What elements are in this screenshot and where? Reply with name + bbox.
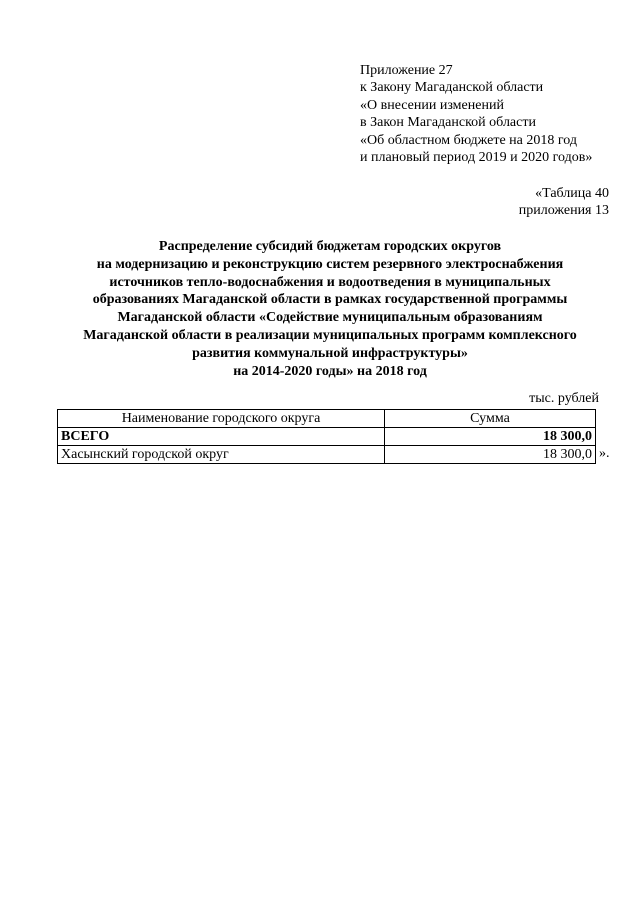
appendix-line: к Закону Магаданской области — [360, 80, 544, 96]
appendix-line: «О внесении изменений — [360, 97, 504, 113]
title-line: источников тепло-водоснабжения и водоотведения в муниципальных — [109, 274, 551, 290]
table-header-row — [58, 410, 596, 428]
table-row — [58, 446, 596, 464]
table-ref-line: «Таблица 40 — [535, 186, 609, 201]
title-line: на модернизацию и реконструкцию систем резервного электроснабжения — [96, 256, 564, 272]
units-label: тыс. рублей — [529, 391, 599, 406]
table-reference — [519, 185, 609, 220]
cell-name: Хасынский городской округ — [58, 446, 385, 464]
appendix-line: и плановый период 2019 и 2020 годов» — [360, 150, 593, 166]
appendix-line: в Закон Магаданской области — [360, 115, 536, 131]
cell-name: ВСЕГО — [58, 428, 385, 446]
document-title — [40, 238, 620, 380]
appendix-line: Приложение 27 — [360, 63, 453, 78]
table-ref-line: приложения 13 — [518, 203, 609, 219]
title-line: Магаданской области в реализации муниципальных программ комплексного — [83, 327, 577, 343]
cell-sum: 18 300,0 — [385, 428, 596, 446]
closing-quote: ». — [599, 446, 610, 461]
cell-sum: 18 300,0 — [385, 446, 596, 464]
title-line: Магаданской области «Содействие муниципальным образованиям — [117, 310, 543, 326]
appendix-block — [360, 62, 630, 166]
title-line: на 2014-2020 годы» на 2018 год — [233, 363, 427, 379]
title-line: развития коммунальной инфраструктуры» — [192, 345, 468, 361]
title-line: Распределение субсидий бюджетам городских округов — [158, 239, 502, 254]
title-line: образованиях Магаданской области в рамках государственной программы — [92, 292, 568, 308]
table-row-total — [58, 428, 596, 446]
appendix-line: «Об областном бюджете на 2018 год — [360, 132, 577, 148]
column-header-sum: Сумма — [385, 410, 596, 428]
column-header-name: Наименование городского округа — [58, 410, 385, 428]
distribution-table — [57, 409, 596, 464]
